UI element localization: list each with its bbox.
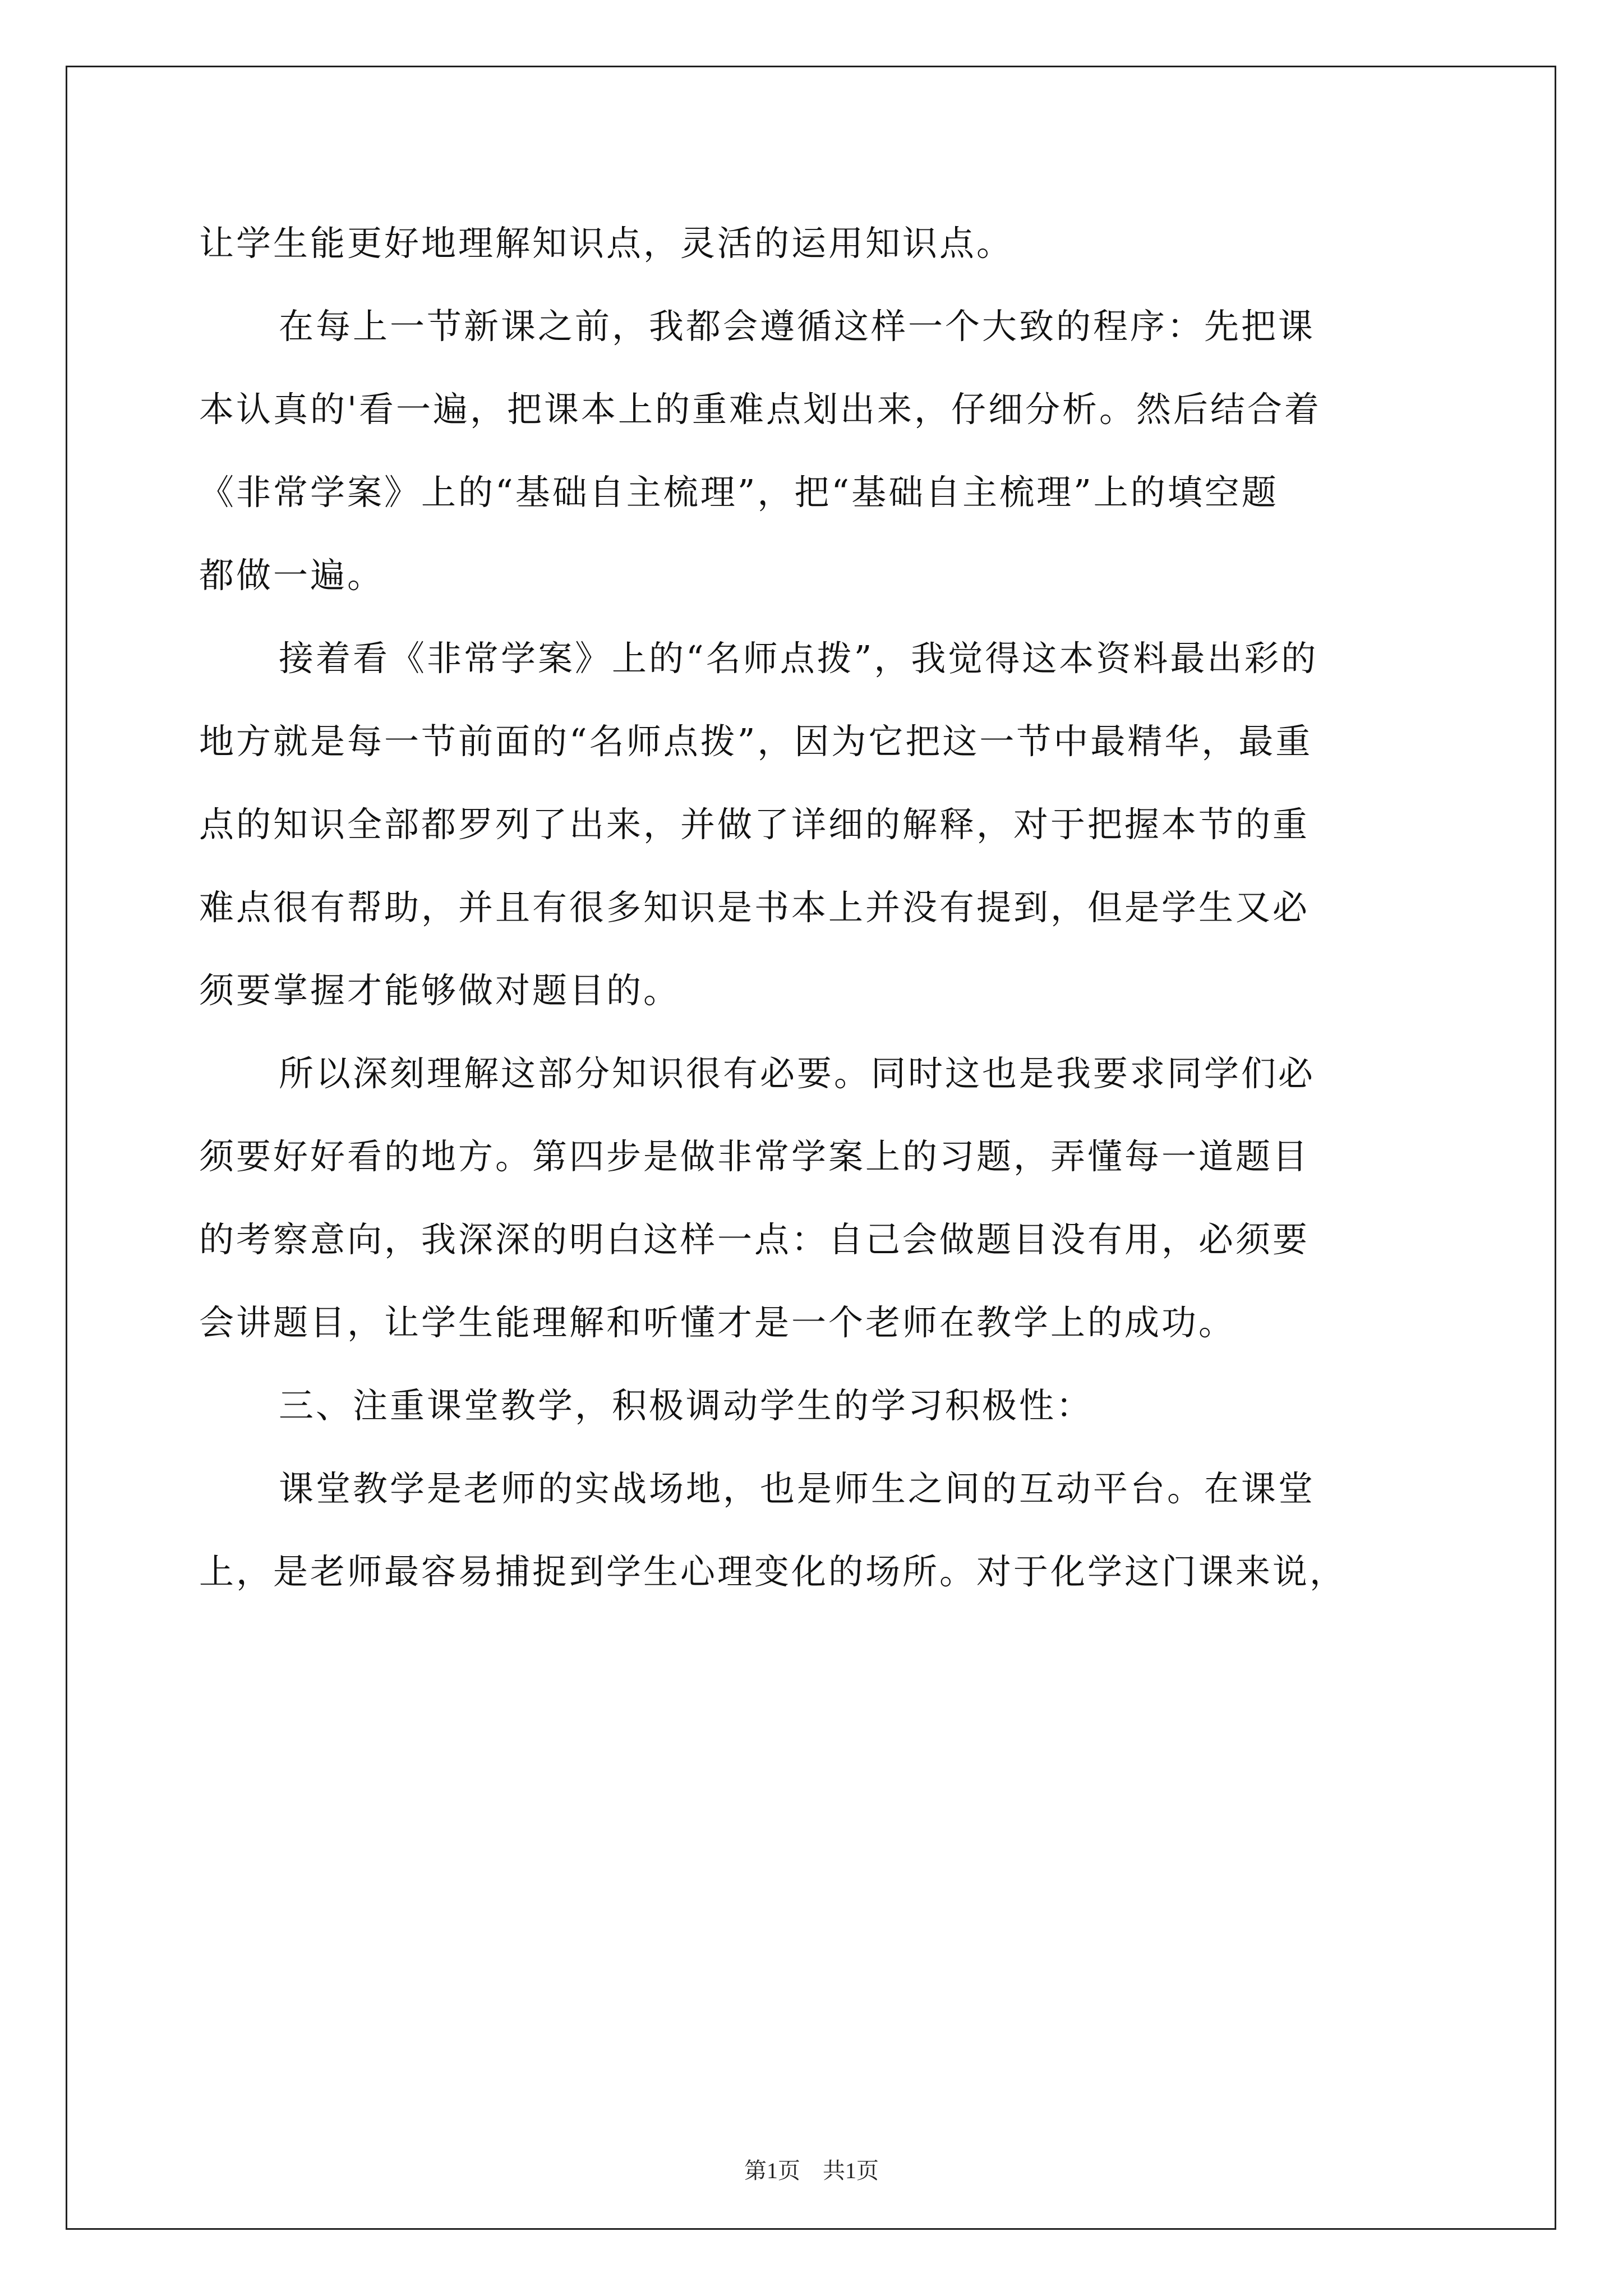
document-body [199,202,1431,1613]
text-line: 《非常学案》上的“基础自主梳理”，把“基础自主梳理”上的填空题 [199,472,1279,513]
text-line: 上，是老师最容易捕捉到学生心理变化的场所。对于化学这门课来说， [199,1551,1347,1592]
text-line: 所以深刻理解这部分知识很有必要。同时这也是我要求同学们必 [279,1053,1316,1094]
text-line: 会讲题目，让学生能理解和听懂才是一个老师在教学上的成功。 [199,1302,1236,1343]
text-line: 须要掌握才能够做对题目的。 [199,970,681,1011]
text-line: 地方就是每一节前面的“名师点拨”，因为它把这一节中最精华，最重 [199,721,1313,762]
text-line: 三、注重课堂教学，积极调动学生的学习积极性： [279,1385,1094,1426]
text-line: 点的知识全部都罗列了出来，并做了详细的解释，对于把握本节的重 [199,804,1310,845]
text-line: 本认真的'看一遍，把课本上的重难点划出来，仔细分析。然后结合着 [199,389,1322,430]
text-line: 的考察意向，我深深的明白这样一点：自己会做题目没有用，必须要 [199,1219,1310,1260]
text-line: 让学生能更好地理解知识点，灵活的运用知识点。 [199,223,1014,264]
text-line: 难点很有帮助，并且有很多知识是书本上并没有提到，但是学生又必 [199,887,1310,928]
text-line: 都做一遍。 [199,555,385,596]
text-line: 接着看《非常学案》上的“名师点拨”，我觉得这本资料最出彩的 [279,638,1318,679]
text-line: 课堂教学是老师的实战场地，也是师生之间的互动平台。在课堂 [279,1468,1316,1509]
text-line: 在每上一节新课之前，我都会遵循这样一个大致的程序：先把课 [279,306,1316,347]
page-number-footer: 第1页 共1页 [744,2158,879,2183]
text-line: 须要好好看的地方。第四步是做非常学案上的习题，弄懂每一道题目 [199,1136,1310,1177]
